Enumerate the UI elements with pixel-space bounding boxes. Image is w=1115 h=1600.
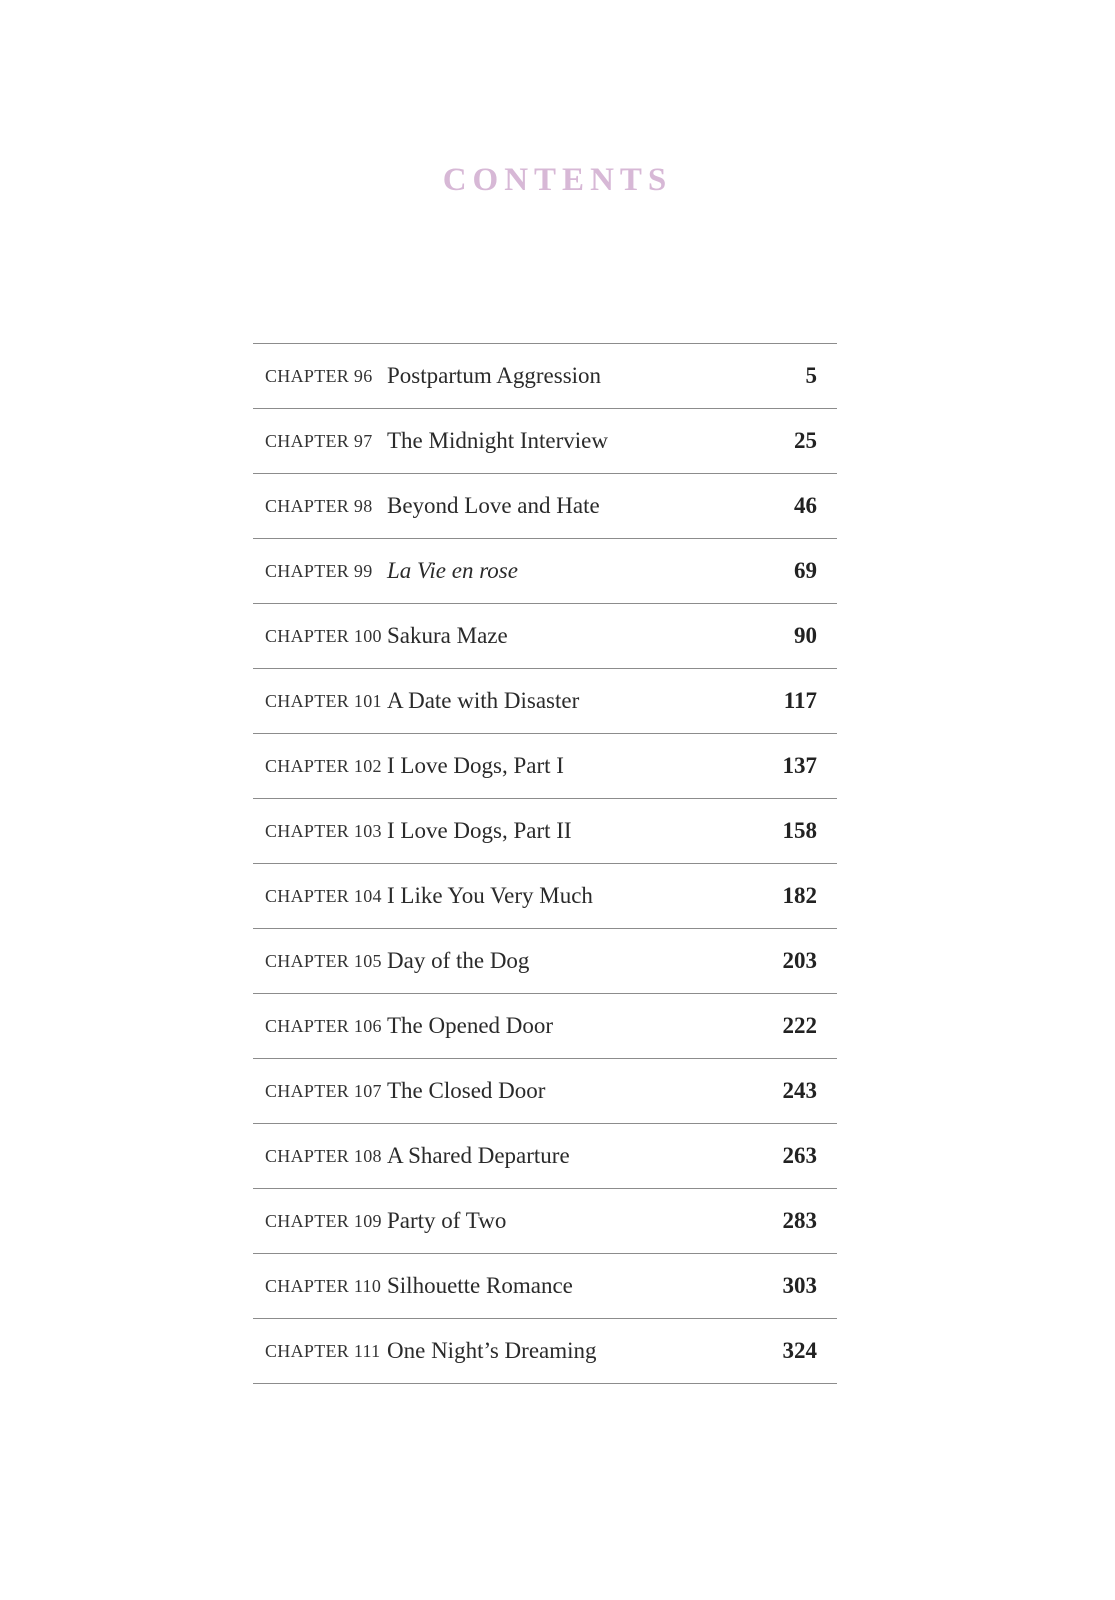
toc-row[interactable] <box>253 1124 837 1189</box>
page-number: 222 <box>782 1013 817 1038</box>
chapter-title: I Love Dogs, Part I <box>387 753 564 778</box>
chapter-number: CHAPTER 105 <box>265 950 382 971</box>
toc-row[interactable] <box>253 1254 837 1319</box>
chapter-title: La Vie en rose <box>387 558 518 583</box>
toc-row[interactable] <box>253 994 837 1059</box>
chapter-number: CHAPTER 101 <box>265 690 382 711</box>
toc-row[interactable] <box>253 1059 837 1124</box>
page-number: 46 <box>794 493 817 518</box>
toc-row[interactable] <box>253 1189 837 1254</box>
chapter-number: CHAPTER 97 <box>265 430 373 451</box>
toc-row[interactable] <box>253 734 837 799</box>
chapter-number: CHAPTER 99 <box>265 560 373 581</box>
chapter-title: Beyond Love and Hate <box>387 493 600 518</box>
page-title: CONTENTS <box>442 162 673 198</box>
chapter-number: CHAPTER 111 <box>265 1340 381 1361</box>
page-number: 283 <box>782 1208 817 1233</box>
toc-row[interactable] <box>253 799 837 864</box>
chapter-title: I Like You Very Much <box>387 883 593 908</box>
page-number: 158 <box>782 818 817 843</box>
toc-row[interactable] <box>253 344 837 409</box>
chapter-title: One Night’s Dreaming <box>387 1338 597 1363</box>
chapter-number: CHAPTER 107 <box>265 1080 382 1101</box>
page-number: 25 <box>794 428 817 453</box>
toc-row[interactable] <box>253 929 837 994</box>
toc-row[interactable] <box>253 539 837 604</box>
page-number: 182 <box>782 883 817 908</box>
chapter-title: Silhouette Romance <box>387 1273 573 1298</box>
toc-row[interactable] <box>253 1319 837 1384</box>
toc-row[interactable] <box>253 864 837 929</box>
toc-row[interactable] <box>253 604 837 669</box>
chapter-title: Party of Two <box>387 1208 507 1233</box>
chapter-number: CHAPTER 102 <box>265 755 382 776</box>
chapter-title: A Date with Disaster <box>387 688 580 713</box>
page-number: 5 <box>805 363 817 388</box>
page-number: 117 <box>783 688 817 713</box>
page-number: 137 <box>782 753 817 778</box>
toc-row[interactable] <box>253 409 837 474</box>
chapter-number: CHAPTER 98 <box>265 495 373 516</box>
chapter-number: CHAPTER 106 <box>265 1015 382 1036</box>
chapter-title: Day of the Dog <box>387 948 530 973</box>
chapter-number: CHAPTER 109 <box>265 1210 382 1231</box>
page-number: 243 <box>782 1078 817 1103</box>
chapter-number: CHAPTER 103 <box>265 820 382 841</box>
chapter-number: CHAPTER 100 <box>265 625 382 646</box>
page-number: 90 <box>794 623 817 648</box>
chapter-number: CHAPTER 104 <box>265 885 382 906</box>
page-number: 263 <box>782 1143 817 1168</box>
toc-row[interactable] <box>253 669 837 734</box>
chapter-title: The Midnight Interview <box>387 428 609 453</box>
chapter-title: The Closed Door <box>387 1078 546 1103</box>
chapter-title: Sakura Maze <box>387 623 508 648</box>
chapter-title: Postpartum Aggression <box>387 363 602 388</box>
chapter-number: CHAPTER 110 <box>265 1275 382 1296</box>
page-number: 69 <box>794 558 817 583</box>
page-number: 203 <box>782 948 817 973</box>
page-number: 303 <box>782 1273 817 1298</box>
chapter-title: The Opened Door <box>387 1013 554 1038</box>
page-number: 324 <box>782 1338 817 1363</box>
table-of-contents <box>253 343 837 1384</box>
chapter-number: CHAPTER 108 <box>265 1145 382 1166</box>
chapter-number: CHAPTER 96 <box>265 365 373 386</box>
chapter-title: A Shared Departure <box>387 1143 570 1168</box>
chapter-title: I Love Dogs, Part II <box>387 818 572 843</box>
toc-row[interactable] <box>253 474 837 539</box>
